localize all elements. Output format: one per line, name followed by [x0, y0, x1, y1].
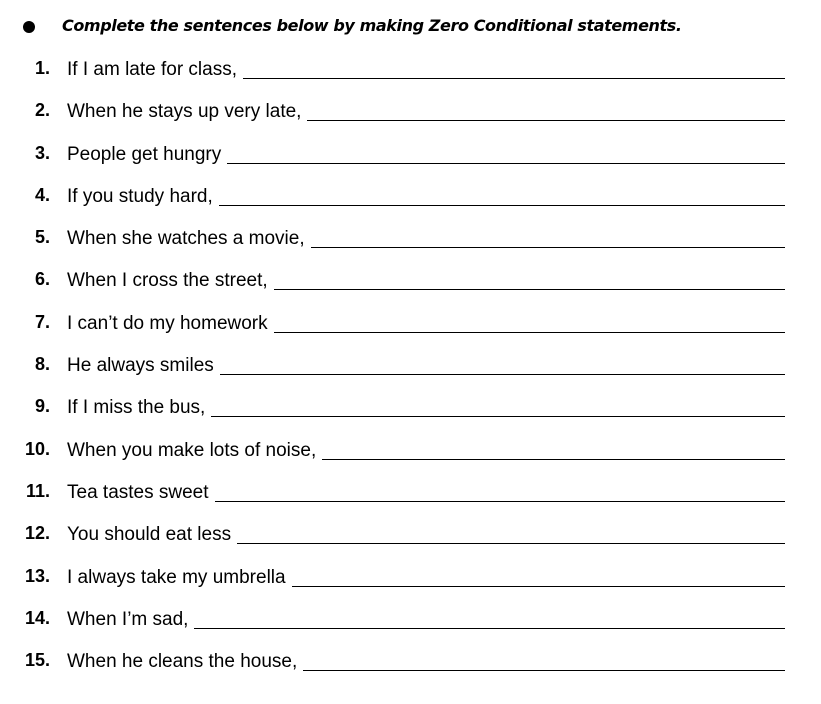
list-item — [0, 182, 821, 224]
item-number: 5. — [34, 227, 50, 248]
instruction-line — [0, 14, 821, 40]
answer-blank[interactable] — [243, 62, 785, 79]
instruction-text: Complete the sentences below by making Zero Conditional statements. — [62, 16, 682, 35]
answer-blank[interactable] — [307, 104, 785, 121]
sentence-line — [67, 396, 785, 419]
list-item — [0, 393, 821, 435]
sentence-stem: If you study hard, — [67, 185, 213, 207]
sentence-stem: If I am late for class, — [67, 59, 237, 80]
sentence-line — [67, 608, 785, 631]
sentence-stem: When I cross the street, — [67, 270, 268, 292]
list-item — [0, 97, 821, 139]
answer-blank[interactable] — [274, 316, 785, 333]
item-number: 14. — [24, 607, 50, 628]
answer-blank[interactable] — [219, 189, 785, 206]
answer-blank[interactable] — [220, 358, 785, 375]
sentence-stem: Tea tastes sweet — [67, 481, 209, 503]
item-number: 7. — [34, 311, 50, 332]
sentence-line — [67, 523, 785, 546]
item-number: 2. — [34, 100, 50, 121]
answer-blank[interactable] — [322, 443, 785, 460]
sentence-line — [67, 58, 785, 81]
sentence-line — [67, 566, 785, 589]
answer-blank[interactable] — [211, 400, 785, 417]
sentence-line — [67, 312, 785, 335]
answer-blank[interactable] — [292, 570, 785, 587]
item-number: 10. — [24, 438, 50, 459]
answer-blank[interactable] — [303, 654, 785, 671]
sentence-line — [67, 100, 785, 123]
answer-blank[interactable] — [274, 273, 785, 290]
list-item — [0, 351, 821, 393]
item-number: 1. — [34, 58, 50, 78]
sentence-stem: He always smiles — [67, 355, 214, 377]
answer-blank[interactable] — [227, 147, 785, 164]
sentence-line — [67, 481, 785, 504]
list-item — [0, 520, 821, 562]
answer-blank[interactable] — [194, 612, 785, 629]
item-number: 8. — [34, 354, 50, 375]
list-item — [0, 436, 821, 478]
sentence-stem: When she watches a movie, — [67, 228, 305, 250]
sentence-line — [67, 650, 785, 673]
sentence-line — [67, 354, 785, 377]
sentence-stem: When he stays up very late, — [67, 101, 302, 123]
item-number: 13. — [24, 565, 50, 586]
list-item — [0, 140, 821, 182]
sentence-stem: People get hungry — [67, 143, 222, 165]
list-item — [0, 266, 821, 308]
item-number: 9. — [34, 396, 50, 417]
list-item — [0, 605, 821, 647]
list-item — [0, 55, 821, 97]
sentence-stem: When I’m sad, — [67, 608, 189, 630]
answer-blank[interactable] — [311, 231, 785, 248]
sentence-stem: When he cleans the house, — [67, 651, 298, 673]
sentence-line — [67, 143, 785, 166]
sentence-line — [67, 439, 785, 462]
sentence-stem: If I miss the bus, — [67, 397, 206, 419]
list-item — [0, 478, 821, 520]
item-number: 11. — [25, 480, 50, 501]
list-item — [0, 647, 821, 689]
sentence-stem: You should eat less — [67, 524, 232, 546]
item-number: 3. — [34, 142, 50, 163]
sentence-stem: I always take my umbrella — [67, 566, 286, 588]
item-number: 6. — [34, 269, 50, 290]
list-item — [0, 224, 821, 266]
item-number: 4. — [34, 184, 50, 205]
sentence-line — [67, 269, 785, 292]
item-number: 12. — [24, 523, 50, 544]
list-item — [0, 563, 821, 605]
sentence-line — [67, 227, 785, 250]
item-number: 15. — [24, 650, 50, 671]
answer-blank[interactable] — [215, 485, 785, 502]
sentence-stem: When you make lots of noise, — [67, 439, 317, 461]
sentence-line — [67, 185, 785, 208]
bullet-icon — [23, 21, 35, 33]
sentence-list — [0, 55, 821, 689]
sentence-stem: I can’t do my homework — [67, 312, 268, 334]
list-item — [0, 309, 821, 351]
answer-blank[interactable] — [237, 527, 785, 544]
